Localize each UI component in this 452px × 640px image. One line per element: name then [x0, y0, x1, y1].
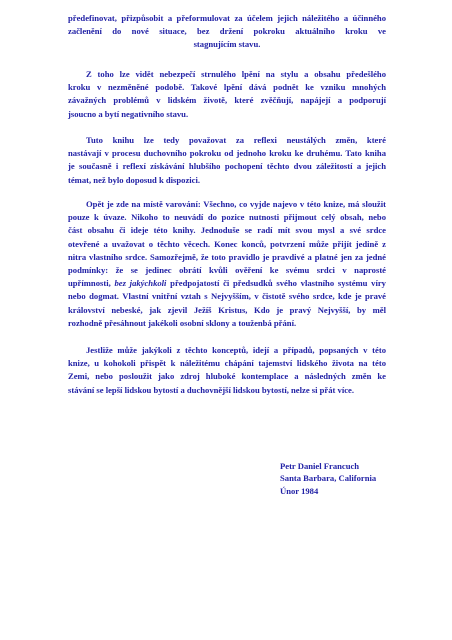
text-line: kroku v nezměněné podobě. Takové lpění dává podnět ke vzniku mnohých: [68, 82, 386, 93]
paragraph-3: [68, 134, 386, 187]
text-line: předefinovat, přizpůsobit a přeformulovat za účelem jejich náležitého a účinného: [68, 13, 386, 23]
author-place: Santa Barbara, California: [280, 473, 377, 484]
text-line: začlenění do nové situace, bez držení pokroku aktuálního kroku ve: [68, 26, 386, 37]
text-fragment: předpojatostí či předsudků svého vlastního systému víry: [166, 278, 386, 289]
text-line: závažných problémů v lidském životě, které zvěčňují, napájejí a podporují: [68, 95, 386, 106]
text-line: témat, než bylo doposud k dispozici.: [68, 174, 201, 185]
text-line: stagnujícím stavu.: [193, 39, 261, 50]
signature-date: Únor 1984: [280, 485, 319, 496]
author-name: Petr Daniel Francuch: [280, 461, 360, 471]
paragraph-4: [68, 198, 386, 330]
paragraph-2: [68, 68, 386, 121]
text-line: nebo dogmat. Vlastní vnitřní vztah s Nejvyšším, v čistotě svého srdce, kde je pravé: [68, 291, 386, 302]
text-line: Opět je zde na místě varování: Všechno, co vyjde najevo v této knize, má sloužit: [86, 199, 386, 209]
text-line: Zemi, nebo posloužit jako zdroj hluboké kontemplace a následných změn ke: [68, 371, 386, 382]
text-line: pouze k úvaze. Nikoho to neuvádí do pozice nutnosti přijmout celý obsah, nebo: [68, 212, 386, 223]
text-line: nastávají v procesu duchovního pokroku od jednoho kroku ke druhému. Tato kniha: [68, 148, 386, 159]
text-line: knize, u kohokoli přispět k náležitému chápání tajemství lidského života na této: [68, 358, 386, 369]
paragraph-5: [68, 344, 386, 397]
signature-block: [280, 460, 376, 497]
text-line: Z toho lze vidět nebezpečí strnulého lpění na stylu a obsahu předešlého: [86, 69, 386, 79]
text-line: stávání se lepší lidskou bytostí a duchovnější lidskou bytostí, nelze si přát více.: [68, 384, 355, 395]
text-line: jsoucno a bytí negativního stavu.: [68, 108, 189, 119]
text-line: část obsahu či ideje této knihy. Jednoduše se radí mít svou mysl a své srdce: [68, 225, 386, 236]
text-line: nitra vlastního srdce. Samozřejmě, že toto pravidlo je pravdivé a platné jen za jedné: [68, 251, 386, 262]
text-line: království nebeské, jak zjevil Ježíš Kristus, Kdo je pravý Nejvyšší, by měl: [68, 304, 386, 315]
text-line: Tuto knihu lze tedy považovat za reflexi neustálých změn, které: [86, 135, 386, 145]
text-line: podmínky: že se jedinec obrátí kvůli ověření ke svému srdci v naprosté: [68, 265, 386, 276]
text-line-mixed: [68, 277, 386, 290]
text-line: je současně i reflexí získávání hlubšího pochopení těchto dvou záležitostí a jejich: [68, 161, 386, 172]
paragraph-1: [68, 12, 386, 52]
text-fragment: upřímnosti,: [68, 278, 115, 289]
italic-phrase: bez jakýchkoli: [114, 278, 167, 289]
text-line: otevřené a uvažovat o těchto věcech. Konec konců, potvrzení může přijít jedině z: [68, 238, 386, 249]
text-line: Jestliže může jakýkoli z těchto konceptů, idejí a případů, popsaných v této: [86, 345, 386, 355]
text-line: rozhodně přesáhnout jakékoli osobní sklony a touženbá přání.: [68, 317, 297, 328]
